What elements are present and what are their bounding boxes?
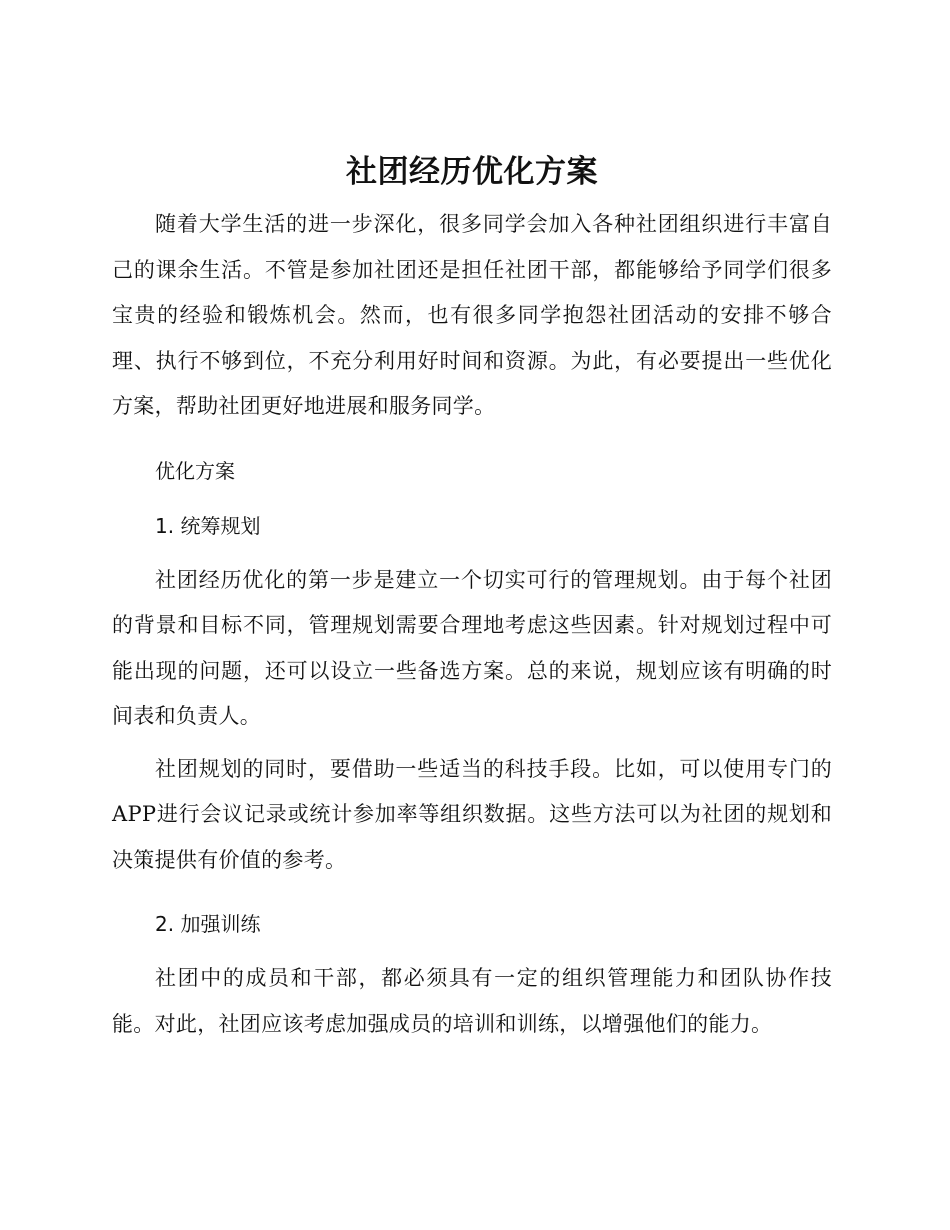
document-body	[112, 150, 832, 1047]
subsection-heading-planning: 1. 统筹规划	[155, 513, 261, 538]
subsection-heading-training: 2. 加强训练	[155, 912, 261, 936]
planning-paragraph-2: 社团规划的同时，要借助一些适当的科技手段。比如，可以使用专门的APP进行会议记录或统计参加率等组织数据。这些方法可以为社团的规划和决策提供有价值的参考。	[112, 756, 832, 872]
section-heading-plan: 优化方案	[155, 458, 235, 483]
training-paragraph-1: 社团中的成员和干部，都必须具有一定的组织管理能力和团队协作技能。对此，社团应该考虑加强成员的培训和训练，以增强他们的能力。	[112, 966, 832, 1036]
planning-paragraph-1: 社团经历优化的第一步是建立一个切实可行的管理规划。由于每个社团的背景和目标不同，管理规划需要合理地考虑这些因素。针对规划过程中可能出现的问题，还可以设立一些备选方案。总的来说，规划应该有明确的时间表和负责人。	[112, 567, 832, 728]
intro-paragraph: 随着大学生活的进一步深化，很多同学会加入各种社团组织进行丰富自己的课余生活。不管是参加社团还是担任社团干部，都能够给予同学们很多宝贵的经验和锻炼机会。然而，也有很多同学抱怨社团活动的安排不够合理、执行不够到位，不充分利用好时间和资源。为此，有必要提出一些优化方案，帮助社团更好地进展和服务同学。	[112, 212, 832, 418]
document-title: 社团经历优化方案	[346, 154, 598, 190]
